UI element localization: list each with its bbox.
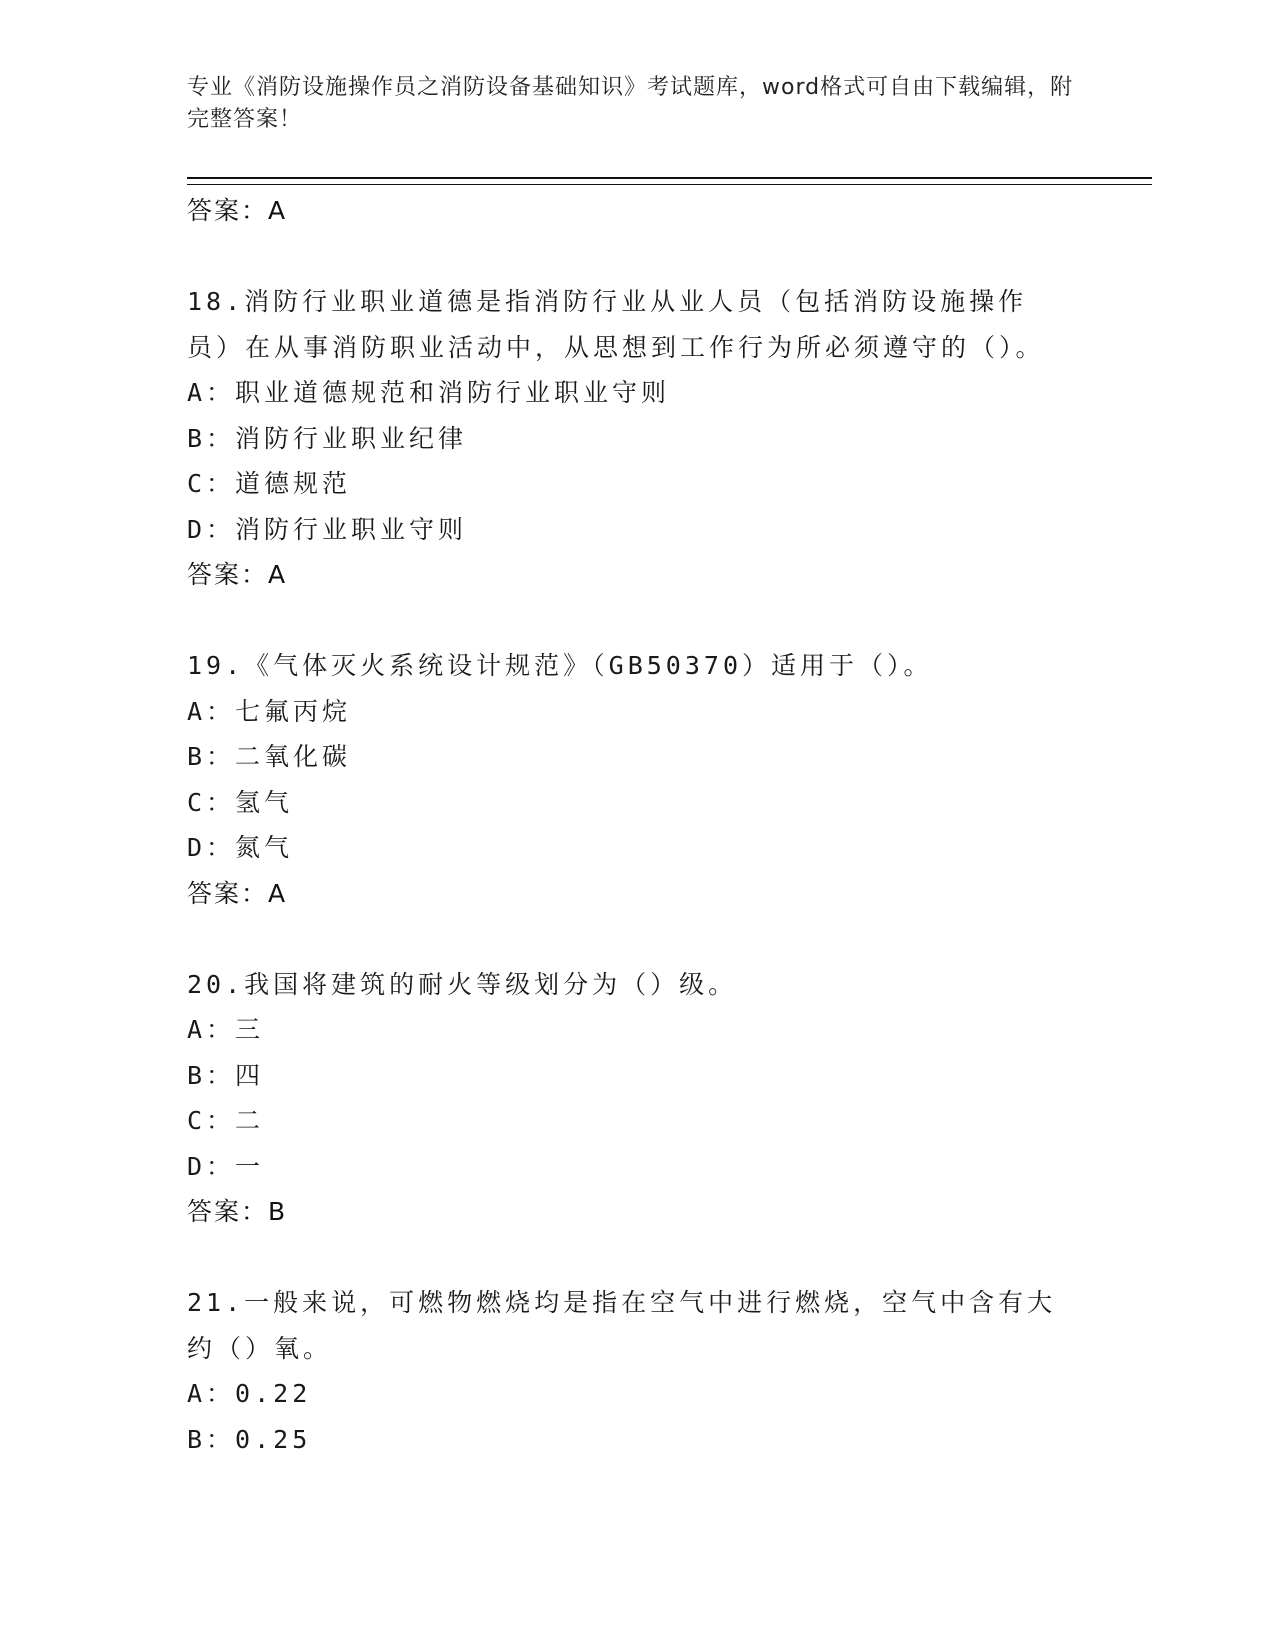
option-b: B：消防行业职业纪律 (187, 423, 468, 453)
option-b: B：二氧化碳 (187, 742, 352, 771)
option-c: C：二 (187, 1106, 265, 1135)
option-a: A：三 (187, 1015, 265, 1044)
option-d: D：一 (187, 1151, 265, 1181)
header-divider-thin (187, 184, 1152, 185)
option-b: B：四 (187, 1060, 265, 1090)
question-answer: 答案：A (187, 878, 288, 908)
previous-answer: 答案：A (187, 196, 288, 225)
spacer (187, 598, 1087, 644)
option-c: C：氢气 (187, 787, 294, 817)
question-19 (187, 643, 1087, 916)
option-b: B：0.25 (187, 1424, 312, 1454)
question-stem: 19.《气体灭火系统设计规范》（GB50370）适用于（）。 (187, 651, 933, 680)
question-answer: 答案：B (187, 1197, 288, 1226)
header-divider-thick (187, 177, 1152, 179)
question-18 (187, 279, 1087, 598)
question-stem: 21.一般来说，可燃物燃烧均是指在空气中进行燃烧，空气中含有大约（）氧。 (187, 1288, 1057, 1363)
option-a: A：七氟丙烷 (187, 696, 352, 726)
question-20 (187, 962, 1087, 1235)
option-c: C：道德规范 (187, 469, 352, 498)
spacer (187, 916, 1087, 962)
question-21 (187, 1280, 1087, 1462)
question-stem: 20.我国将建筑的耐火等级划分为（）级。 (187, 969, 738, 999)
option-a: A：职业道德规范和消防行业职业守则 (187, 378, 671, 407)
question-answer: 答案：A (187, 560, 288, 589)
question-stem: 18.消防行业职业道德是指消防行业从业人员（包括消防设施操作员）在从事消防职业活动中，从思想到工作行为所必须遵守的（）。 (187, 287, 1045, 362)
option-d: D：消防行业职业守则 (187, 514, 468, 544)
spacer (187, 1235, 1087, 1281)
document-header: 专业《消防设施操作员之消防设备基础知识》考试题库，word格式可自由下载编辑，附完整答案！ (187, 75, 1074, 132)
option-a: A：0.22 (187, 1379, 312, 1408)
question-list (187, 188, 1087, 1462)
spacer (187, 234, 1087, 280)
option-d: D：氮气 (187, 833, 294, 862)
